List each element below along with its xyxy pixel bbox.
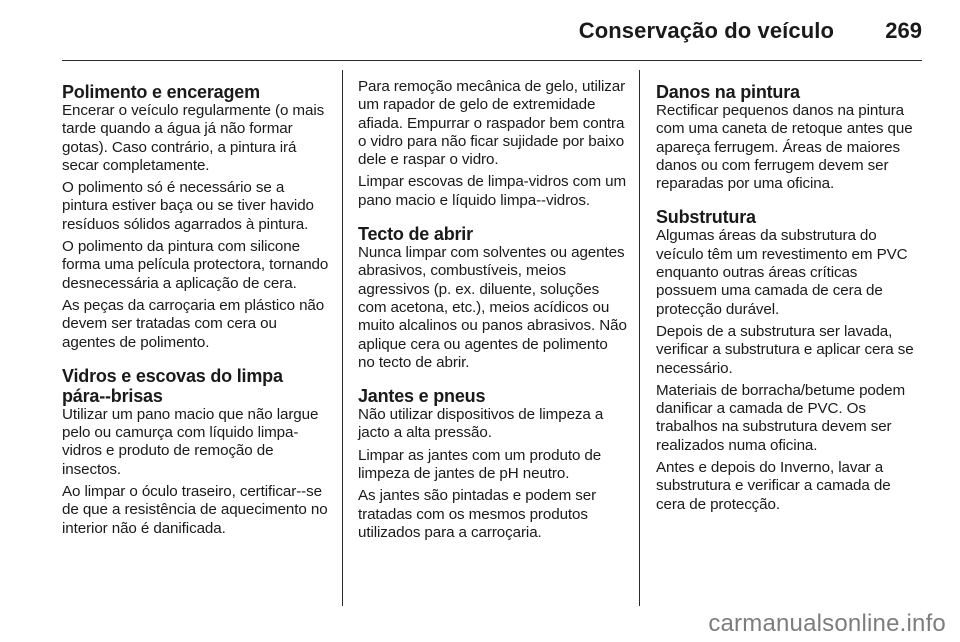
paragraph: Depois de a substrutura ser lavada, verificar a substrutura e aplicar cera se necessário.: [656, 322, 914, 377]
section-heading-vidros: Vidros e escovas do limpa pára-‑brisas: [62, 365, 283, 406]
paragraph: Nunca limpar com solventes ou agentes abrasivos, combustíveis, meios agressivos (p. ex. diluente, soluções com acetona, etc.), meios acídicos ou muito alcalinos ou panos abrasivos. Não aplique cera ou agentes de polimento no tecto de abrir.: [358, 244, 627, 371]
section-heading-jantes: Jantes e pneus: [358, 386, 486, 407]
header-divider: [62, 60, 922, 61]
section-heading-danos: Danos na pintura: [656, 82, 800, 102]
column-2: [358, 78, 628, 546]
page-number: 269: [885, 18, 922, 43]
paragraph: Antes e depois do Inverno, lavar a substrutura e verificar a camada de cera de protecção.: [656, 459, 891, 513]
page-title: Conservação do veículo: [578, 18, 834, 43]
column-divider-2: [639, 70, 640, 606]
page-header: [0, 10, 960, 50]
paragraph: O polimento da pintura com silicone forma uma película protectora, tornando desnecessária a aplicação de cera.: [62, 238, 329, 292]
column-1: [62, 78, 330, 542]
section-heading-substrutura: Substrutura: [656, 207, 756, 228]
paragraph: Algumas áreas da substrutura do veículo têm um revestimento em PVC enquanto outras áreas críticas possuem uma camada de cera de protecção durável.: [656, 227, 908, 318]
paragraph: Encerar o veículo regularmente (o mais tarde quando a água já não formar gotas). Caso contrário, a pintura irá secar completamente.: [62, 102, 325, 174]
paragraph: Utilizar um pano macio que não largue pelo ou camurça com líquido limpa-vidros e produto de remoção de insectos.: [62, 405, 319, 478]
section-heading-polimento: Polimento e enceragem: [62, 82, 260, 102]
paragraph: Não utilizar dispositivos de limpeza a jacto a alta pressão.: [358, 406, 604, 442]
paragraph: Materiais de borracha/betume podem danificar a camada de PVC. Os trabalhos na substrutura devem ser realizados numa oficina.: [656, 381, 906, 454]
column-3: [656, 78, 922, 518]
paragraph: Limpar as jantes com um produto de limpeza de jantes de pH neutro.: [358, 446, 602, 483]
section-heading-tecto: Tecto de abrir: [358, 224, 473, 245]
paragraph: O polimento só é necessário se a pintura estiver baça ou se tiver havido resíduos sólidos agarrados à pintura.: [62, 179, 314, 233]
column-divider-1: [342, 70, 343, 606]
paragraph: As peças da carroçaria em plástico não devem ser tratadas com cera ou agentes de polimento.: [62, 296, 325, 351]
paragraph: Para remoção mecânica de gelo, utilizar um rapador de gelo de extremidade afiada. Empurrar o raspador bem contra o vidro para não ficar sujidade por baixo dele e raspar o vidro.: [358, 78, 626, 169]
paragraph: As jantes são pintadas e podem ser tratadas com os mesmos produtos utilizados para a carroçaria.: [358, 487, 597, 541]
paragraph: Ao limpar o óculo traseiro, certificar-‑se de que a resistência de aquecimento no interior não é danificada.: [62, 483, 328, 537]
paragraph: Rectificar pequenos danos na pintura com uma caneta de retoque antes que apareça ferrugem. Áreas de maiores danos ou com ferrugem devem ser reparadas por uma oficina.: [656, 102, 913, 193]
watermark: carmanualsonline.info: [708, 610, 946, 637]
paragraph: Limpar escovas de limpa-vidros com um pano macio e líquido limpa-‑vidros.: [358, 173, 627, 209]
